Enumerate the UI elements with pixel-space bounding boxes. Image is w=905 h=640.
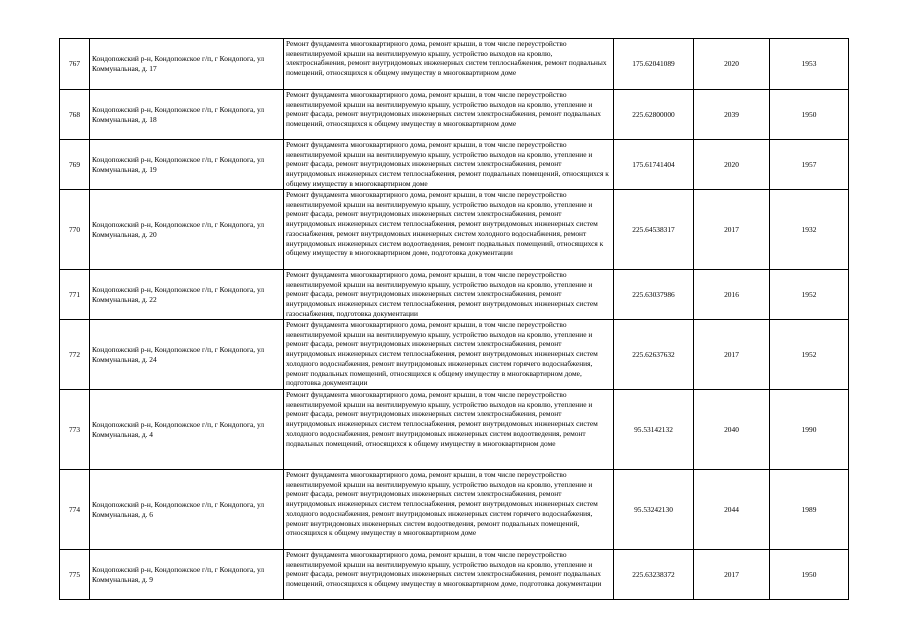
row-number: 773 [60, 390, 90, 470]
build-year-cell: 1957 [770, 140, 849, 190]
table-row [60, 550, 849, 600]
address-cell: Кондопожский р-н, Кондопожское г/п, г Кондопога, ул Коммунальная, д. 19 [90, 140, 284, 190]
planned-year-cell: 2017 [694, 320, 770, 390]
table-row [60, 190, 849, 270]
address-cell: Кондопожский р-н, Кондопожское г/п, г Кондопога, ул Коммунальная, д. 24 [90, 320, 284, 390]
address-cell: Кондопожский р-н, Кондопожское г/п, г Кондопога, ул Коммунальная, д. 17 [90, 39, 284, 90]
works-cell: Ремонт фундамента многоквартирного дома, ремонт крыши, в том числе переустройство невентилируемой крыши на вентилируемую крышу, устройство выходов на кровлю, утепление и ремонт фасада, ремонт внутридомовых инженерных систем электроснабжения, ремонт внутридомовых инженерных систем теплоснабжения, ремонт внутридомовых инженерных систем газоснабжения, подготовка документации [284, 270, 614, 320]
row-number: 769 [60, 140, 90, 190]
row-number: 768 [60, 90, 90, 140]
planned-year-cell: 2020 [694, 140, 770, 190]
table-row [60, 320, 849, 390]
planned-year-cell: 2039 [694, 90, 770, 140]
cost-cell: 225.63238372 [614, 550, 694, 600]
planned-year-cell: 2020 [694, 39, 770, 90]
address-cell: Кондопожский р-н, Кондопожское г/п, г Кондопога, ул Коммунальная, д. 22 [90, 270, 284, 320]
row-number: 770 [60, 190, 90, 270]
address-cell: Кондопожский р-н, Кондопожское г/п, г Кондопога, ул Коммунальная, д. 9 [90, 550, 284, 600]
table-row [60, 39, 849, 90]
row-number: 774 [60, 470, 90, 550]
row-number: 772 [60, 320, 90, 390]
works-cell: Ремонт фундамента многоквартирного дома, ремонт крыши, в том числе переустройство невентилируемой крыши на вентилируемую крышу, устройство выходов на кровлю, утепление и ремонт фасада, ремонт внутридомовых инженерных систем электроснабжения, ремонт внутридомовых инженерных систем теплоснабжения, ремонт внутридомовых инженерных систем холодного водоснабжения, ремонт внутридомовых инженерных систем горячего водоснабжения, ремонт внутридомовых инженерных систем водоотведения, ремонт подвальных помещений, относящихся к общему имуществу в многоквартирном доме [284, 470, 614, 550]
cost-cell: 175.62041089 [614, 39, 694, 90]
planned-year-cell: 2044 [694, 470, 770, 550]
build-year-cell: 1950 [770, 90, 849, 140]
works-cell: Ремонт фундамента многоквартирного дома, ремонт крыши, в том числе переустройство невентилируемой крыши на вентилируемую крышу, устройство выходов на кровлю, утепление и ремонт фасада, ремонт внутридомовых инженерных систем электроснабжения, ремонт внутридомовых инженерных систем теплоснабжения, ремонт внутридомовых инженерных систем холодного водоснабжения, ремонт внутридомовых инженерных систем водоотведения, ремонт подвальных помещений, относящихся к общему имуществу в многоквартирном доме [284, 390, 614, 470]
cost-cell: 225.62637632 [614, 320, 694, 390]
planned-year-cell: 2017 [694, 550, 770, 600]
capital-repair-table [59, 38, 849, 600]
address-cell: Кондопожский р-н, Кондопожское г/п, г Кондопога, ул Коммунальная, д. 6 [90, 470, 284, 550]
cost-cell: 225.63037986 [614, 270, 694, 320]
planned-year-cell: 2017 [694, 190, 770, 270]
cost-cell: 95.53142132 [614, 390, 694, 470]
planned-year-cell: 2040 [694, 390, 770, 470]
table-row [60, 140, 849, 190]
table-row [60, 270, 849, 320]
row-number: 775 [60, 550, 90, 600]
build-year-cell: 1950 [770, 550, 849, 600]
cost-cell: 225.62800000 [614, 90, 694, 140]
works-cell: Ремонт фундамента многоквартирного дома, ремонт крыши, в том числе переустройство невентилируемой крыши на вентилируемую крышу, устройство выходов на кровлю, утепление и ремонт фасада, ремонт внутридомовых инженерных систем электроснабжения, ремонт внутридомовых инженерных систем теплоснабжения, ремонт внутридомовых инженерных систем холодного водоснабжения, ремонт внутридомовых инженерных систем горячего водоснабжения, ремонт подвальных помещений, относящихся к общему имуществу в многоквартирном доме, подготовка документации [284, 320, 614, 390]
works-cell: Ремонт фундамента многоквартирного дома, ремонт крыши, в том числе переустройство невентилируемой крыши на вентилируемую крышу, устройство выходов на кровлю, утепление и ремонт фасада, ремонт внутридомовых инженерных систем электроснабжения, ремонт подвальных помещений, относящихся к общему имуществу в многоквартирном доме, подготовка документации [284, 550, 614, 600]
address-cell: Кондопожский р-н, Кондопожское г/п, г Кондопога, ул Коммунальная, д. 4 [90, 390, 284, 470]
works-cell: Ремонт фундамента многоквартирного дома, ремонт крыши, в том числе переустройство невентилируемой крыши на вентилируемую крышу, устройство выходов на кровлю, электроснабжения, ремонт внутридомовых инженерных систем теплоснабжения, ремонт подвальных помещений, относящихся к общему имуществу в многоквартирном доме [284, 39, 614, 90]
row-number: 771 [60, 270, 90, 320]
works-cell: Ремонт фундамента многоквартирного дома, ремонт крыши, в том числе переустройство невентилируемой крыши на вентилируемую крышу, устройство выходов на кровлю, утепление и ремонт фасада, ремонт внутридомовых инженерных систем электроснабжения, ремонт внутридомовых инженерных систем теплоснабжения, ремонт внутридомовых инженерных систем газоснабжения, ремонт внутридомовых инженерных систем холодного водоснабжения, ремонт внутридомовых инженерных систем водоотведения, ремонт подвальных помещений, относящихся к общему имуществу в многоквартирном доме, подготовка документации [284, 190, 614, 270]
table-row [60, 390, 849, 470]
cost-cell: 95.53242130 [614, 470, 694, 550]
table-row [60, 90, 849, 140]
build-year-cell: 1990 [770, 390, 849, 470]
build-year-cell: 1932 [770, 190, 849, 270]
cost-cell: 225.64538317 [614, 190, 694, 270]
build-year-cell: 1989 [770, 470, 849, 550]
build-year-cell: 1952 [770, 320, 849, 390]
table-row [60, 470, 849, 550]
address-cell: Кондопожский р-н, Кондопожское г/п, г Кондопога, ул Коммунальная, д. 18 [90, 90, 284, 140]
planned-year-cell: 2016 [694, 270, 770, 320]
row-number: 767 [60, 39, 90, 90]
address-cell: Кондопожский р-н, Кондопожское г/п, г Кондопога, ул Коммунальная, д. 20 [90, 190, 284, 270]
works-cell: Ремонт фундамента многоквартирного дома, ремонт крыши, в том числе переустройство невентилируемой крыши на вентилируемую крышу, устройство выходов на кровлю, утепление и ремонт фасада, ремонт внутридомовых инженерных систем электроснабжения, ремонт внутридомовых инженерных систем теплоснабжения, ремонт подвальных помещений, относящихся к общему имуществу в многоквартирном доме [284, 140, 614, 190]
works-cell: Ремонт фундамента многоквартирного дома, ремонт крыши, в том числе переустройство невентилируемой крыши на вентилируемую крышу, устройство выходов на кровлю, утепление и ремонт фасада, ремонт внутридомовых инженерных систем электроснабжения, ремонт подвальных помещений, относящихся к общему имуществу в многоквартирном доме [284, 90, 614, 140]
cost-cell: 175.61741404 [614, 140, 694, 190]
build-year-cell: 1953 [770, 39, 849, 90]
build-year-cell: 1952 [770, 270, 849, 320]
